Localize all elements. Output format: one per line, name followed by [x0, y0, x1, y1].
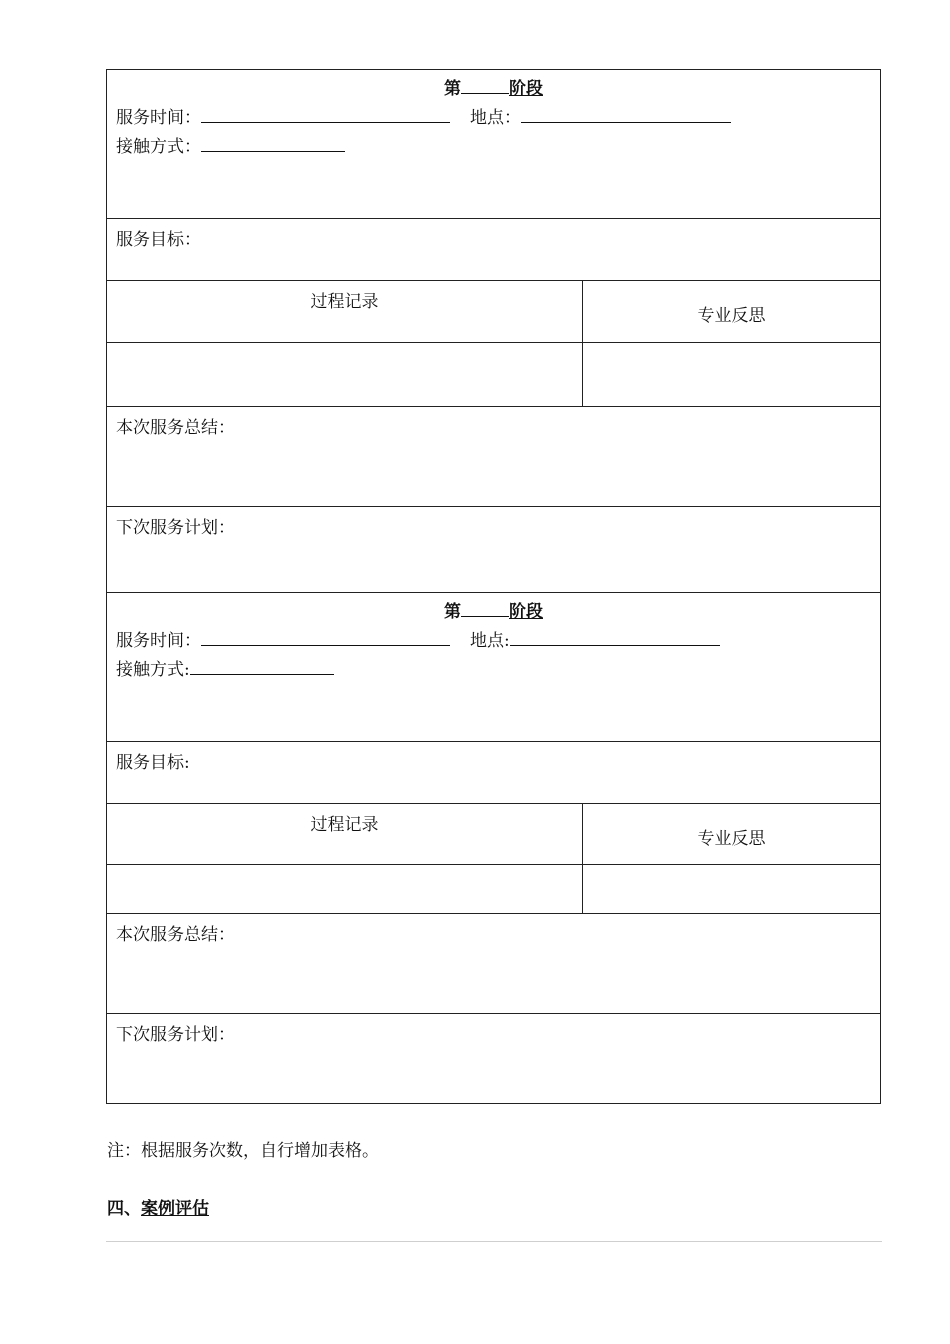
location-field[interactable] [521, 104, 731, 123]
reflection-header-cell [583, 804, 880, 864]
stage-2-goal-row[interactable] [106, 741, 881, 803]
stage-1-time-location-line [116, 103, 731, 128]
contact-method-label: 接触方式: [116, 660, 190, 680]
reflection-header-cell [583, 281, 880, 342]
process-record-label: 过程记录 [310, 815, 379, 835]
stage-1-header [106, 69, 881, 218]
table-note: 注：根据服务次数，自行增加表格。 [107, 1141, 379, 1161]
stage-1-summary-row[interactable] [106, 406, 881, 506]
service-goal-label: 服务目标: [116, 753, 190, 773]
stage-2-time-location-line [116, 626, 720, 651]
stage-2-header [106, 592, 881, 741]
contact-method-field[interactable] [201, 133, 345, 152]
section-heading-case-evaluation [107, 1194, 209, 1219]
service-summary-label: 本次服务总结： [116, 925, 235, 945]
reflection-cell[interactable] [583, 343, 880, 406]
contact-method-label: 接触方式： [116, 137, 201, 157]
location-label: 地点: [470, 631, 510, 651]
process-record-header-cell [107, 804, 583, 864]
service-time-label: 服务时间： [116, 108, 201, 128]
next-plan-label: 下次服务计划： [116, 518, 235, 538]
reflection-label: 专业反思 [697, 306, 766, 326]
service-time-field[interactable] [201, 104, 450, 123]
location-field[interactable] [510, 627, 720, 646]
process-record-header-cell [107, 281, 583, 342]
stage-1-contact-line [116, 132, 345, 157]
stage-2-plan-row[interactable] [106, 1013, 881, 1104]
location-label: 地点： [470, 108, 521, 128]
service-time-field[interactable] [201, 627, 450, 646]
reflection-cell[interactable] [583, 865, 880, 913]
process-record-cell[interactable] [107, 343, 583, 406]
next-plan-label: 下次服务计划： [116, 1025, 235, 1045]
process-record-cell[interactable] [107, 865, 583, 913]
section-title: 案例评估 [141, 1199, 209, 1219]
service-time-label: 服务时间： [116, 631, 201, 651]
stage-number-blank[interactable] [461, 75, 509, 94]
stage-1-record-body [106, 342, 881, 406]
stage-2-title: 第 阶段 [107, 597, 880, 622]
stage-1-plan-row[interactable] [106, 506, 881, 592]
contact-method-field[interactable] [190, 656, 334, 675]
service-summary-label: 本次服务总结： [116, 418, 235, 438]
reflection-label: 专业反思 [697, 829, 766, 849]
process-record-label: 过程记录 [310, 292, 379, 312]
stage-2-record-header [106, 803, 881, 864]
service-record-form [106, 69, 881, 1104]
page-divider [106, 1241, 882, 1242]
stage-1-record-header [106, 280, 881, 342]
stage-2-record-body [106, 864, 881, 913]
stage-number-blank[interactable] [461, 598, 509, 617]
stage-1-goal-row[interactable] [106, 218, 881, 280]
stage-1-title: 第 阶段 [107, 74, 880, 99]
section-number: 四、 [107, 1199, 141, 1219]
stage-2-contact-line [116, 655, 334, 680]
service-goal-label: 服务目标： [116, 230, 201, 250]
stage-2-summary-row[interactable] [106, 913, 881, 1013]
